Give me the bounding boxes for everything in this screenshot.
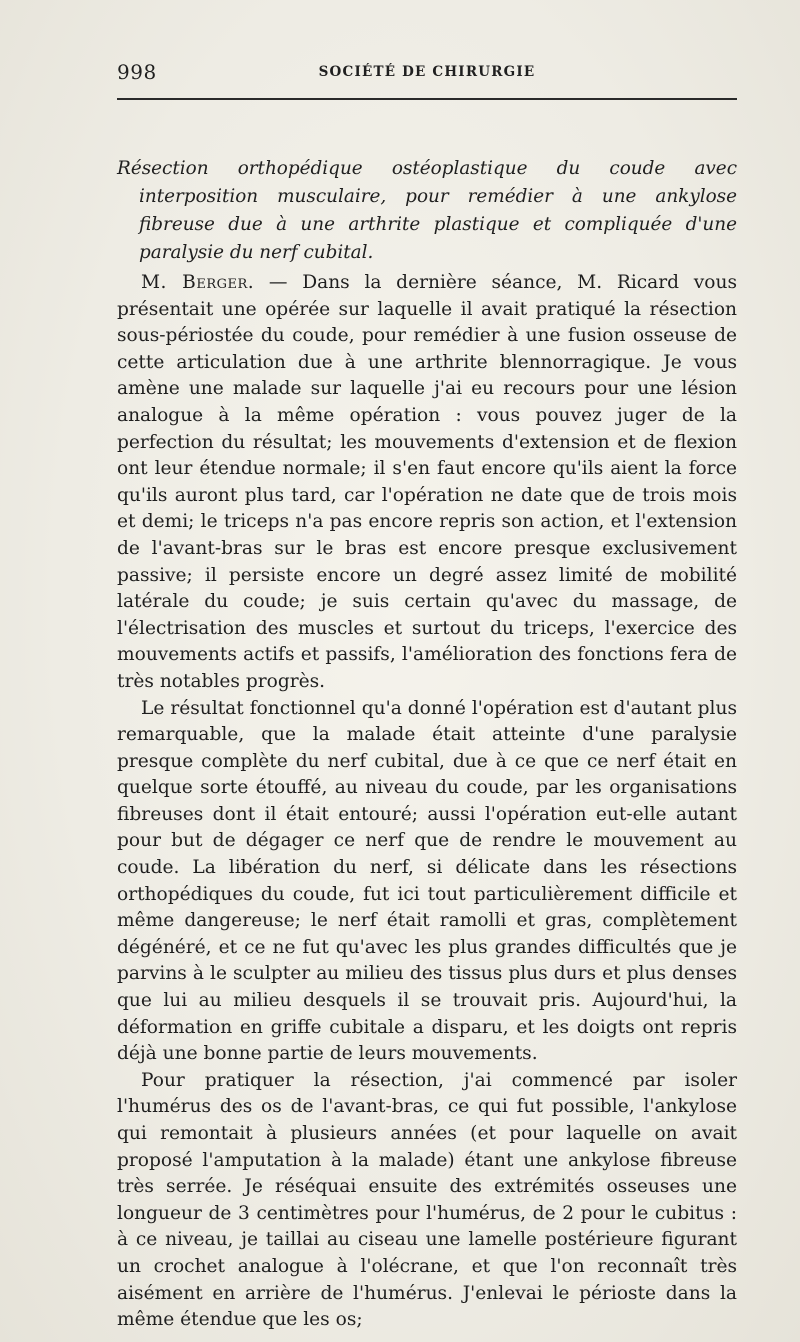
article-title: Résection orthopédique ostéoplastique du coude avec interposition musculaire, pour remédier à une ankylose fibreuse due à une arthrite plastique et compliquée d'une paralysie du nerf cubital. [117, 158, 737, 263]
paragraph-2: Le résultat fonctionnel qu'a donné l'opération est d'autant plus remarquable, que la malade était atteinte d'une paralysie presque complète du nerf cubital, due à ce que ce nerf était en quelque sorte étouffé, au niveau du coude, par les organisations fibreuses dont il était entouré; aussi l'opération eut-elle autant pour but de dégager ce nerf que de rendre le mouvement au coude. La libération du nerf, si délicate dans les résections orthopédiques du coude, fut ici tout particulièrement difficile et même dangereuse; le nerf était ramolli et gras, complètement dégénéré, et ce ne fut qu'avec les plus grandes difficultés que je parvins à le sculpter au milieu des tissus plus durs et plus denses que lui au milieu desquels il se trouvait pris. Aujourd'hui, la déformation en griffe cubitale a disparu, et les doigts ont repris déjà une bonne partie de leurs mouvements. [117, 697, 737, 1065]
page-number: 998 [117, 60, 157, 84]
article-body [117, 270, 737, 1334]
speaker-name: M. Berger. [141, 272, 255, 293]
paragraph-3: Pour pratiquer la résection, j'ai commencé par isoler l'humérus des os de l'avant-bras, ce qui fut possible, l'ankylose qui remontait à plusieurs années (et pour laquelle on avait proposé l'amputation à la malade) étant une ankylose fibreuse très serrée. Je réséquai ensuite des extrémités osseuses une longueur de 3 centimètres pour l'humérus, de 2 pour le cubitus : à ce niveau, je taillai au ciseau une lamelle postérieure figurant un crochet analogue à l'olécrane, et que l'on reconnaît très aisément en arrière de l'humérus. J'enlevai le périoste dans la même étendue que les os; [117, 1069, 737, 1331]
paragraph-text: — Dans la dernière séance, M. Ricard vous présentait une opérée sur laquelle il avait pratiqué la résection sous-périostée du coude, pour remédier à une fusion osseuse de cette articulation due à une arthrite blennorragique. Je vous amène une malade sur laquelle j'ai eu recours pour une lésion analogue à la même opération : vous pouvez juger de la perfection du résultat; les mouvements d'extension et de flexion ont leur étendue normale; il s'en faut encore qu'ils aient la force qu'ils auront plus tard, car l'opération ne date que de trois mois et demi; le triceps n'a pas encore repris son action, et l'extension de l'avant-bras sur le bras est encore presque exclusivement passive; il persiste encore un degré assez limité de mobilité latérale du coude; je suis certain qu'avec du massage, de l'électrisation des muscles et surtout du triceps, l'exercice des mouvements actifs et passifs, l'amélioration des fonctions fera de très notables progrès. [117, 272, 737, 692]
page-header [117, 60, 737, 88]
paragraph-1 [117, 270, 737, 696]
header-divider [117, 98, 737, 100]
running-title: SOCIÉTÉ DE CHIRURGIE [318, 64, 536, 80]
